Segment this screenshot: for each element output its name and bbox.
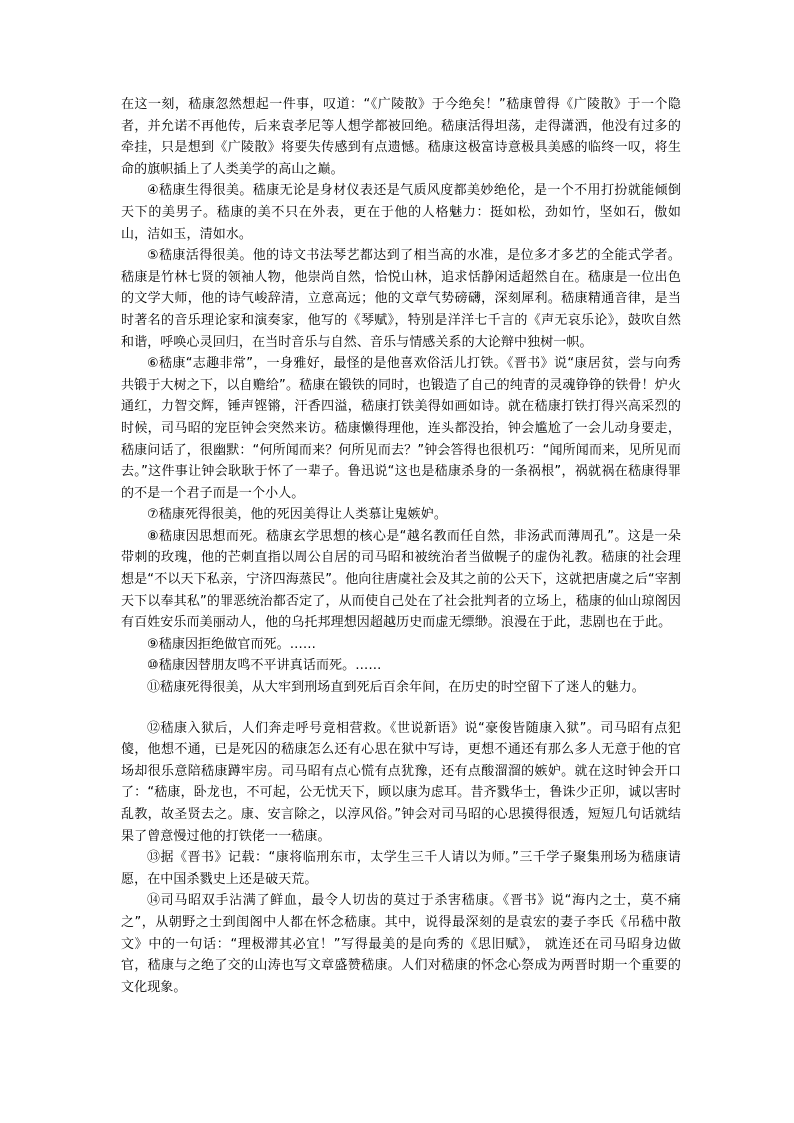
paragraph-5: ⑤嵇康活得很美。他的诗文书法琴艺都达到了相当高的水准，是位多才多艺的全能式学者。嵇康是竹林七贤的领袖人物，他崇尚自然，恰悦山林，追求恬静闲适超然自在。嵇康是一位出色的文学大师，他的诗气峻辞清，立意高远；他的文章气势磅礴，深刻犀利。嵇康精通音律，是当时著名的音乐理论家和演奏家，他写的《琴赋》，特别是洋洋七千言的《声无哀乐论》，鼓吹自然和谐，呼唤心灵回归，在当时音乐与自然、音乐与情感关系的大论辩中独树一帜。 [121,248,681,350]
paragraph-4: ④嵇康生得很美。嵇康无论是身材仪表还是气质风度都美妙绝伦，是一个不用打扮就能倾倒天下的美男子。嵇康的美不只在外表，更在于他的人格魅力：挺如松，劲如竹，坚如石，傲如山，洁如玉，清如水。 [121,183,681,242]
paragraph-12: ⑫嵇康入狱后，人们奔走呼号竟相营救。《世说新语》说“豪俊皆随康入狱”。司马昭有点犯傻，他想不通，已是死囚的嵇康怎么还有心思在狱中写诗，更想不通还有那么多人无意于他的官场却很乐意陪嵇康蹲牢房。司马昭有点心慌有点犹豫，还有点酸溜溜的嫉妒。就在这时钟会开口了：“嵇康，卧龙也，不可起，公无忧天下，顾以康为虑耳。昔齐戮华士，鲁诛少正卯，诚以害时乱教，故圣贤去之。康、安言除之，以淳风俗。”钟会对司马昭的心思摸得很透，短短几句话就结果了曾意慢过他的打铁佬一一嵇康。 [121,720,681,844]
paragraph-continued: 在这一刻，嵇康忽然想起一件事，叹道：“《广陵散》于今绝矣！”嵇康曾得《广陵散》于一个隐者，并允诺不再他传，后来袁孝尼等人想学都被回绝。嵇康活得坦荡，走得潇洒，他没有过多的牵挂，只是想到《广陵散》将要失传感到有点遗憾。嵇康这极富诗意极具美感的临终一叹，将生命的旗帜插上了人类美学的高山之巅。 [121,97,681,177]
paragraph-9: ⑨嵇康因拒绝做官而死。…… [147,636,316,652]
article-body [121,94,681,998]
paragraph-gap [121,699,681,718]
paragraph-11: ⑪嵇康死得很美，从大牢到刑场直到死后百余年间，在历史的时空留下了迷人的魅力。 [147,680,645,696]
paragraph-6: ⑥嵇康“志趣非常”，一身雅好，最怪的是他喜欢俗活儿打铁。《晋书》说“康居贫，尝与向秀共锻于大树之下，以自赡给”。嵇康在锻铁的同时，也锻造了自己的纯青的灵魂铮铮的铁骨！炉火通红，力智交辉，锤声铿锵，汗香四溢，嵇康打铁美得如画如诗。就在嵇康打铁打得兴高采烈的时候，司马昭的宠臣钟会突然来访。嵇康懒得理他，连头都没抬，钟会尴尬了一会儿动身要走，嵇康问话了，很幽默：“何所闻而来？何所见而去？”钟会答得也很机巧：“闻所闻而来，见所见而去。”这件事让钟会耿耿于怀了一辈子。鲁迅说“这也是嵇康杀身的一条祸根”，祸就祸在嵇康得罪的不是一个君子而是一个小人。 [121,356,681,501]
paragraph-8: ⑧嵇康因思想而死。嵇康玄学思想的核心是“越名教而任自然，非汤武而薄周孔”。这是一朵带刺的玫瑰，他的芒刺直指以周公自居的司马昭和被统治者当做幌子的虚伪礼教。嵇康的社会理想是“不以天下私亲，宁济四海蒸民”。他向往唐虞社会及其之前的公天下，这就把唐虞之后“宰割天下以奉其私”的罪恶统治都否定了，从而使自己处在了社会批判者的立场上，嵇康的仙山琼阁因有百姓安乐而美丽动人，他的乌托邦理想因超越历史而虚无缥缈。浪漫在于此，悲剧也在于此。 [121,528,681,631]
paragraph-7: ⑦嵇康死得很美，他的死因美得让人类慕让鬼嫉妒。 [147,507,447,523]
paragraph-10: ⑩嵇康因替朋友鸣不平讲真话而死。…… [147,658,382,674]
paragraph-13: ⑬据《晋书》记载：“康将临刑东市，太学生三千人请以为师。”三千学子聚集刑场为嵇康请愿，在中国杀戮史上还是破天荒。 [121,850,681,887]
paragraph-14: ⑭司马昭双手沾满了鲜血，最令人切齿的莫过于杀害嵇康。《晋书》说“海内之士，莫不痛之”，从朝野之士到闺阁中人都在怀念嵇康。其中，说得最深刻的是袁宏的妻子李氏《吊嵇中散文》中的一句话：“理极滞其必宜！”写得最美的是向秀的《思旧赋》， 就连还在司马昭身边做官，嵇康与之绝了交的山涛也写文章盛赞嵇康。人们对嵇康的怀念心祭成为两晋时期一个重要的文化现象。 [121,893,681,995]
